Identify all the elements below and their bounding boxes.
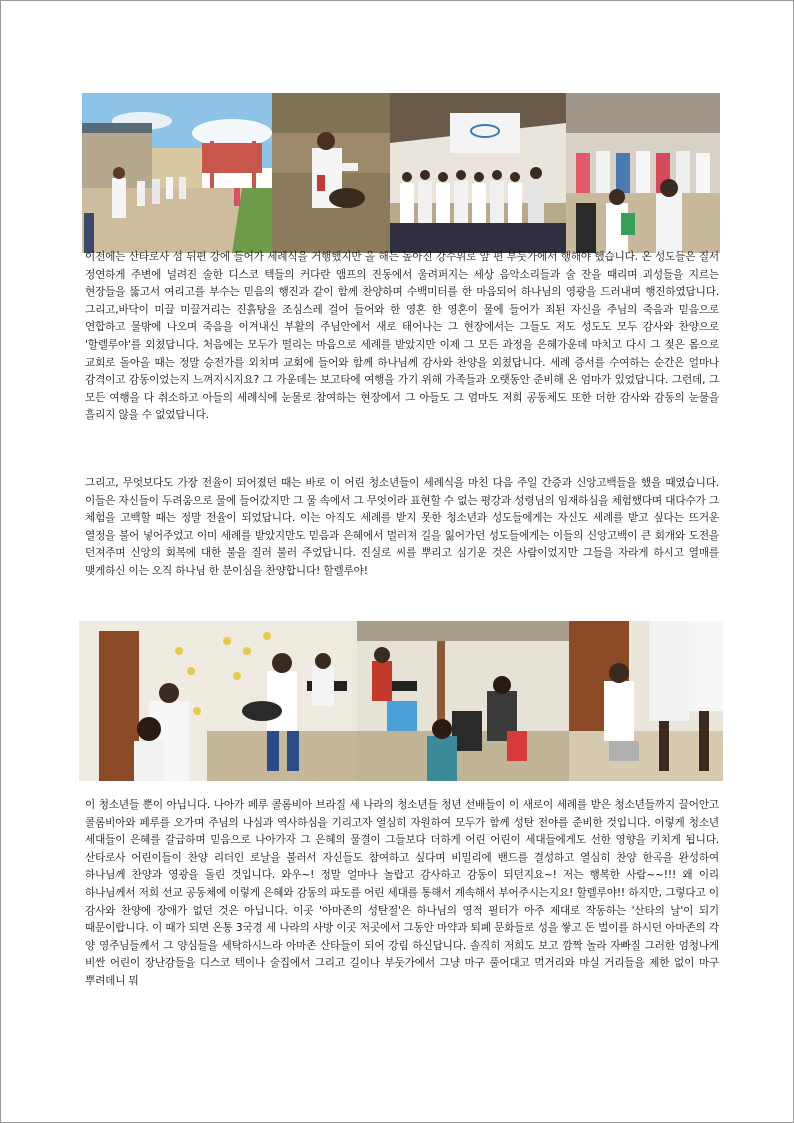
paragraph-testimonies: 그리고, 무엇보다도 가장 전율이 되어졌던 때는 바로 이 어린 청소년들이 세례식을 마친 다음 주일 간증과 신앙고백들을 했을 때였습니다. 이들은 자신들이 두려움으로 물에 들어갔지만 그 물 속에서 그 무엇이라 표현할 수 없는 평강과 성령님의 임재하심을 체험했다며 대다수가 그 체험을 고백할 때는 정말 전율이 되었답니다. 이는 아직도 세례를 받지 못한 청소년과 성도들에게는 자신도 세례를 받고 싶다는 뜨거운 열정을 불어 넣어주었고 이미 세례를 받았지만도 믿음과 은혜에서 멀러져 길을 잃어가던 성도들에게는 이들의 신앙고백이 큰 회개와 도전을 던져주며 신앙의 회복에 대한 불을 질러 불러 주었답니다. 진실로 씨를 뿌리고 심기운 것은 사람이었지만 그들을 자라게 하시고 열매를 맺게하신 이는 오직 하나님 한 분이심을 찬양합니다! 할렐루야! — [85, 477, 719, 577]
paragraph-christmas-eve: 이 청소년들 뿐이 아닙니다. 나아가 페루 콜롬비아 브라질 세 나라의 청소년들 청년 선배들이 이 새로이 세례를 받은 청소년들까지 끌어안고 콜롬비아와 페루를 오가며 주님의 나심과 역사하심을 기리고자 열심히 자원하여 모두가 함께 성탄 전야를 준비한 것입니다. 이렇게 청소년 세대들이 은혜를 갈급하며 믿음으로 나아가자 그 은혜의 물결이 그들보다 더하게 어린 어린이 세대들에게도 선한 영향을 키치게 됩니다. 산타로사 어린이들이 찬양 리더인 로날을 불러서 자신들도 참여하고 싶다며 비밀리에 밴드를 결성하고 열심히 찬양 한곡을 완성하여 하나님께 찬양과 영광을 돌린 것입니다. 와우~! 정말 얼마나 놀랍고 감사하고 감동이 되던지요~! 저는 행복한 사람~~!!! 왜 이리 하나님께서 저희 선교 공동체에 이렇게 은혜와 감동의 파도를 어린 세대를 통해서 계속해서 부어주시는지요! 할렐루야!! 하지만, 그렇다고 이 감사와 찬양에 장애가 없던 것은 아닙니다. 이곳 '아마존의 성탄절'은 하나님의 영적 필터가 아주 제대로 작동하는 '산타의 날'이 되기 때문이랍니다. 이 때가 되면 온통 3국경 세 나라의 사방 이곳 저곳에서 그동안 마약과 퇴폐 문화들로 성을 쌓고 돈 벌이를 하시던 아마존의 각 양 영주님들께서 그 양심들을 세탁하시느라 아마존 산타들이 되어 강림 하신답니다. 솔직히 저희도 보고 깜짝 놀라 자빠질 그러한 엄청나게 비싼 어린이 장난감들을 디스코 텍이나 술집에서 그리고 길이나 부둣가에서 그냥 마구 풀어대고 먹거리와 마실 거리들을 제한 없이 마구 뿌려데니 뭐 — [85, 799, 719, 987]
congregation-photo — [566, 93, 720, 253]
certificate-ceremony-photo — [390, 93, 566, 253]
baptism-in-river-photo — [272, 93, 390, 253]
youth-band-photo-strip — [79, 621, 723, 781]
paragraph-baptism-procession: 이전에는 산타로사 섬 뒤편 강에 들어가 세례식을 거행했지만 올 해는 높아진 강수위로 앞 편 부둣가에서 행해야 했습니다. 온 성도들은 질서 정연하게 주변에 널려진 술한 디스코 텍들의 커다란 앰프의 진동에서 울려퍼지는 세상 음악소리들과 술 잔을 때리며 괴성들을 지르는 현장들을 뚫고서 여리고를 부수는 믿음의 행진과 같이 함께 찬양하며 수백미터를 한 마음되어 하나님의 영광을 드러내며 행진하였답니다. 그리고,바닥이 미끌 미끌거리는 진흙탕을 조심스레 걸어 들어와 한 영혼 한 영혼이 물에 들어가 죄된 자신을 주님의 죽음과 믿음으로 연합하고 물밖에 나오며 죽음을 이겨내신 부활의 주님안에서 새로 태어나는 그 현장에서는 그들도 저도 성도도 모두 감사와 찬양으로 '할렐루야'를 외쳤답니다. 처음에는 모두가 떨리는 마음으로 세례를 받았지만 이제 그 모든 과정을 은혜가운데 마치고 다시 그 젖은 몸으로 교회로 돌아올 때는 정말 승전가를 외치며 교회에 들어와 함께 하나님께 감사와 찬양을 외쳤답니다. 세례 증서를 수여하는 순간은 얼마나 감격이고 감동이었는지 느껴지시지요? 그 가운데는 보고타에 여행을 가기 위해 가족들과 오랫동안 준비해 온 엄마가 있었답니다. 그런데, 그 모든 여행을 다 취소하고 아들의 세례식에 눈물로 참여하는 현장에서 그 아들도 그 엄마도 저희 공동체도 또한 더한 감사와 감동의 눈물을 흘리지 않을 수 없었답니다. — [85, 251, 719, 422]
baptism-photo-strip — [82, 93, 720, 253]
kneeling-youth-photo — [569, 621, 723, 781]
worship-band-photo — [357, 621, 569, 781]
procession-photo — [82, 93, 272, 253]
children-room-photo — [79, 621, 207, 781]
guitar-keyboard-photo — [207, 621, 357, 781]
